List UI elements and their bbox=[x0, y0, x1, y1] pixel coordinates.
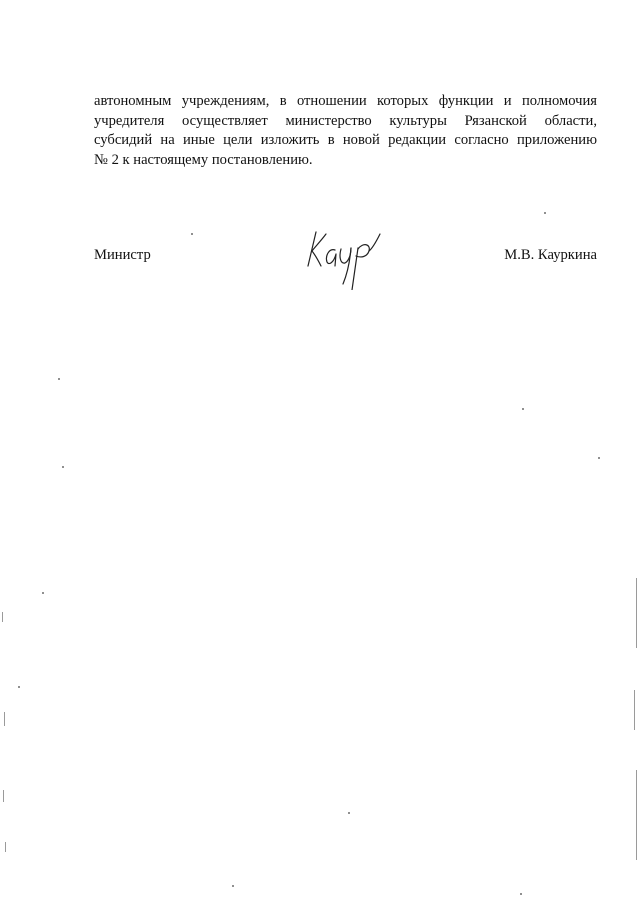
scan-speck bbox=[42, 592, 44, 594]
scan-edge-mark bbox=[636, 578, 637, 648]
scan-speck bbox=[62, 466, 64, 468]
scan-speck bbox=[232, 885, 234, 887]
scan-speck bbox=[522, 408, 524, 410]
body-line: № 2 к настоящему постановлению. bbox=[94, 151, 313, 168]
signatory-position: Министр bbox=[94, 247, 151, 263]
body-line: автономным учреждениям, в отношении которых функции и полномочия bbox=[94, 93, 597, 109]
scan-speck bbox=[18, 686, 20, 688]
scan-edge-mark bbox=[2, 612, 3, 622]
scan-speck bbox=[191, 233, 193, 235]
scan-speck bbox=[544, 212, 546, 214]
scan-speck bbox=[520, 893, 522, 895]
signatory-name: М.В. Кауркина bbox=[504, 247, 597, 263]
scan-edge-mark bbox=[3, 790, 4, 802]
scan-edge-mark bbox=[634, 690, 635, 730]
scan-speck bbox=[598, 457, 600, 459]
body-paragraph bbox=[94, 92, 597, 170]
scan-edge-mark bbox=[4, 712, 5, 726]
body-line: субсидий на иные цели изложить в новой редакции согласно приложению bbox=[94, 132, 597, 149]
scan-speck bbox=[58, 378, 60, 380]
body-line: учредителя осуществляет министерство культуры Рязанской области, bbox=[94, 112, 597, 129]
scan-edge-mark bbox=[636, 770, 637, 860]
handwritten-signature bbox=[300, 224, 384, 290]
scan-speck bbox=[348, 812, 350, 814]
scan-edge-mark bbox=[5, 842, 6, 852]
